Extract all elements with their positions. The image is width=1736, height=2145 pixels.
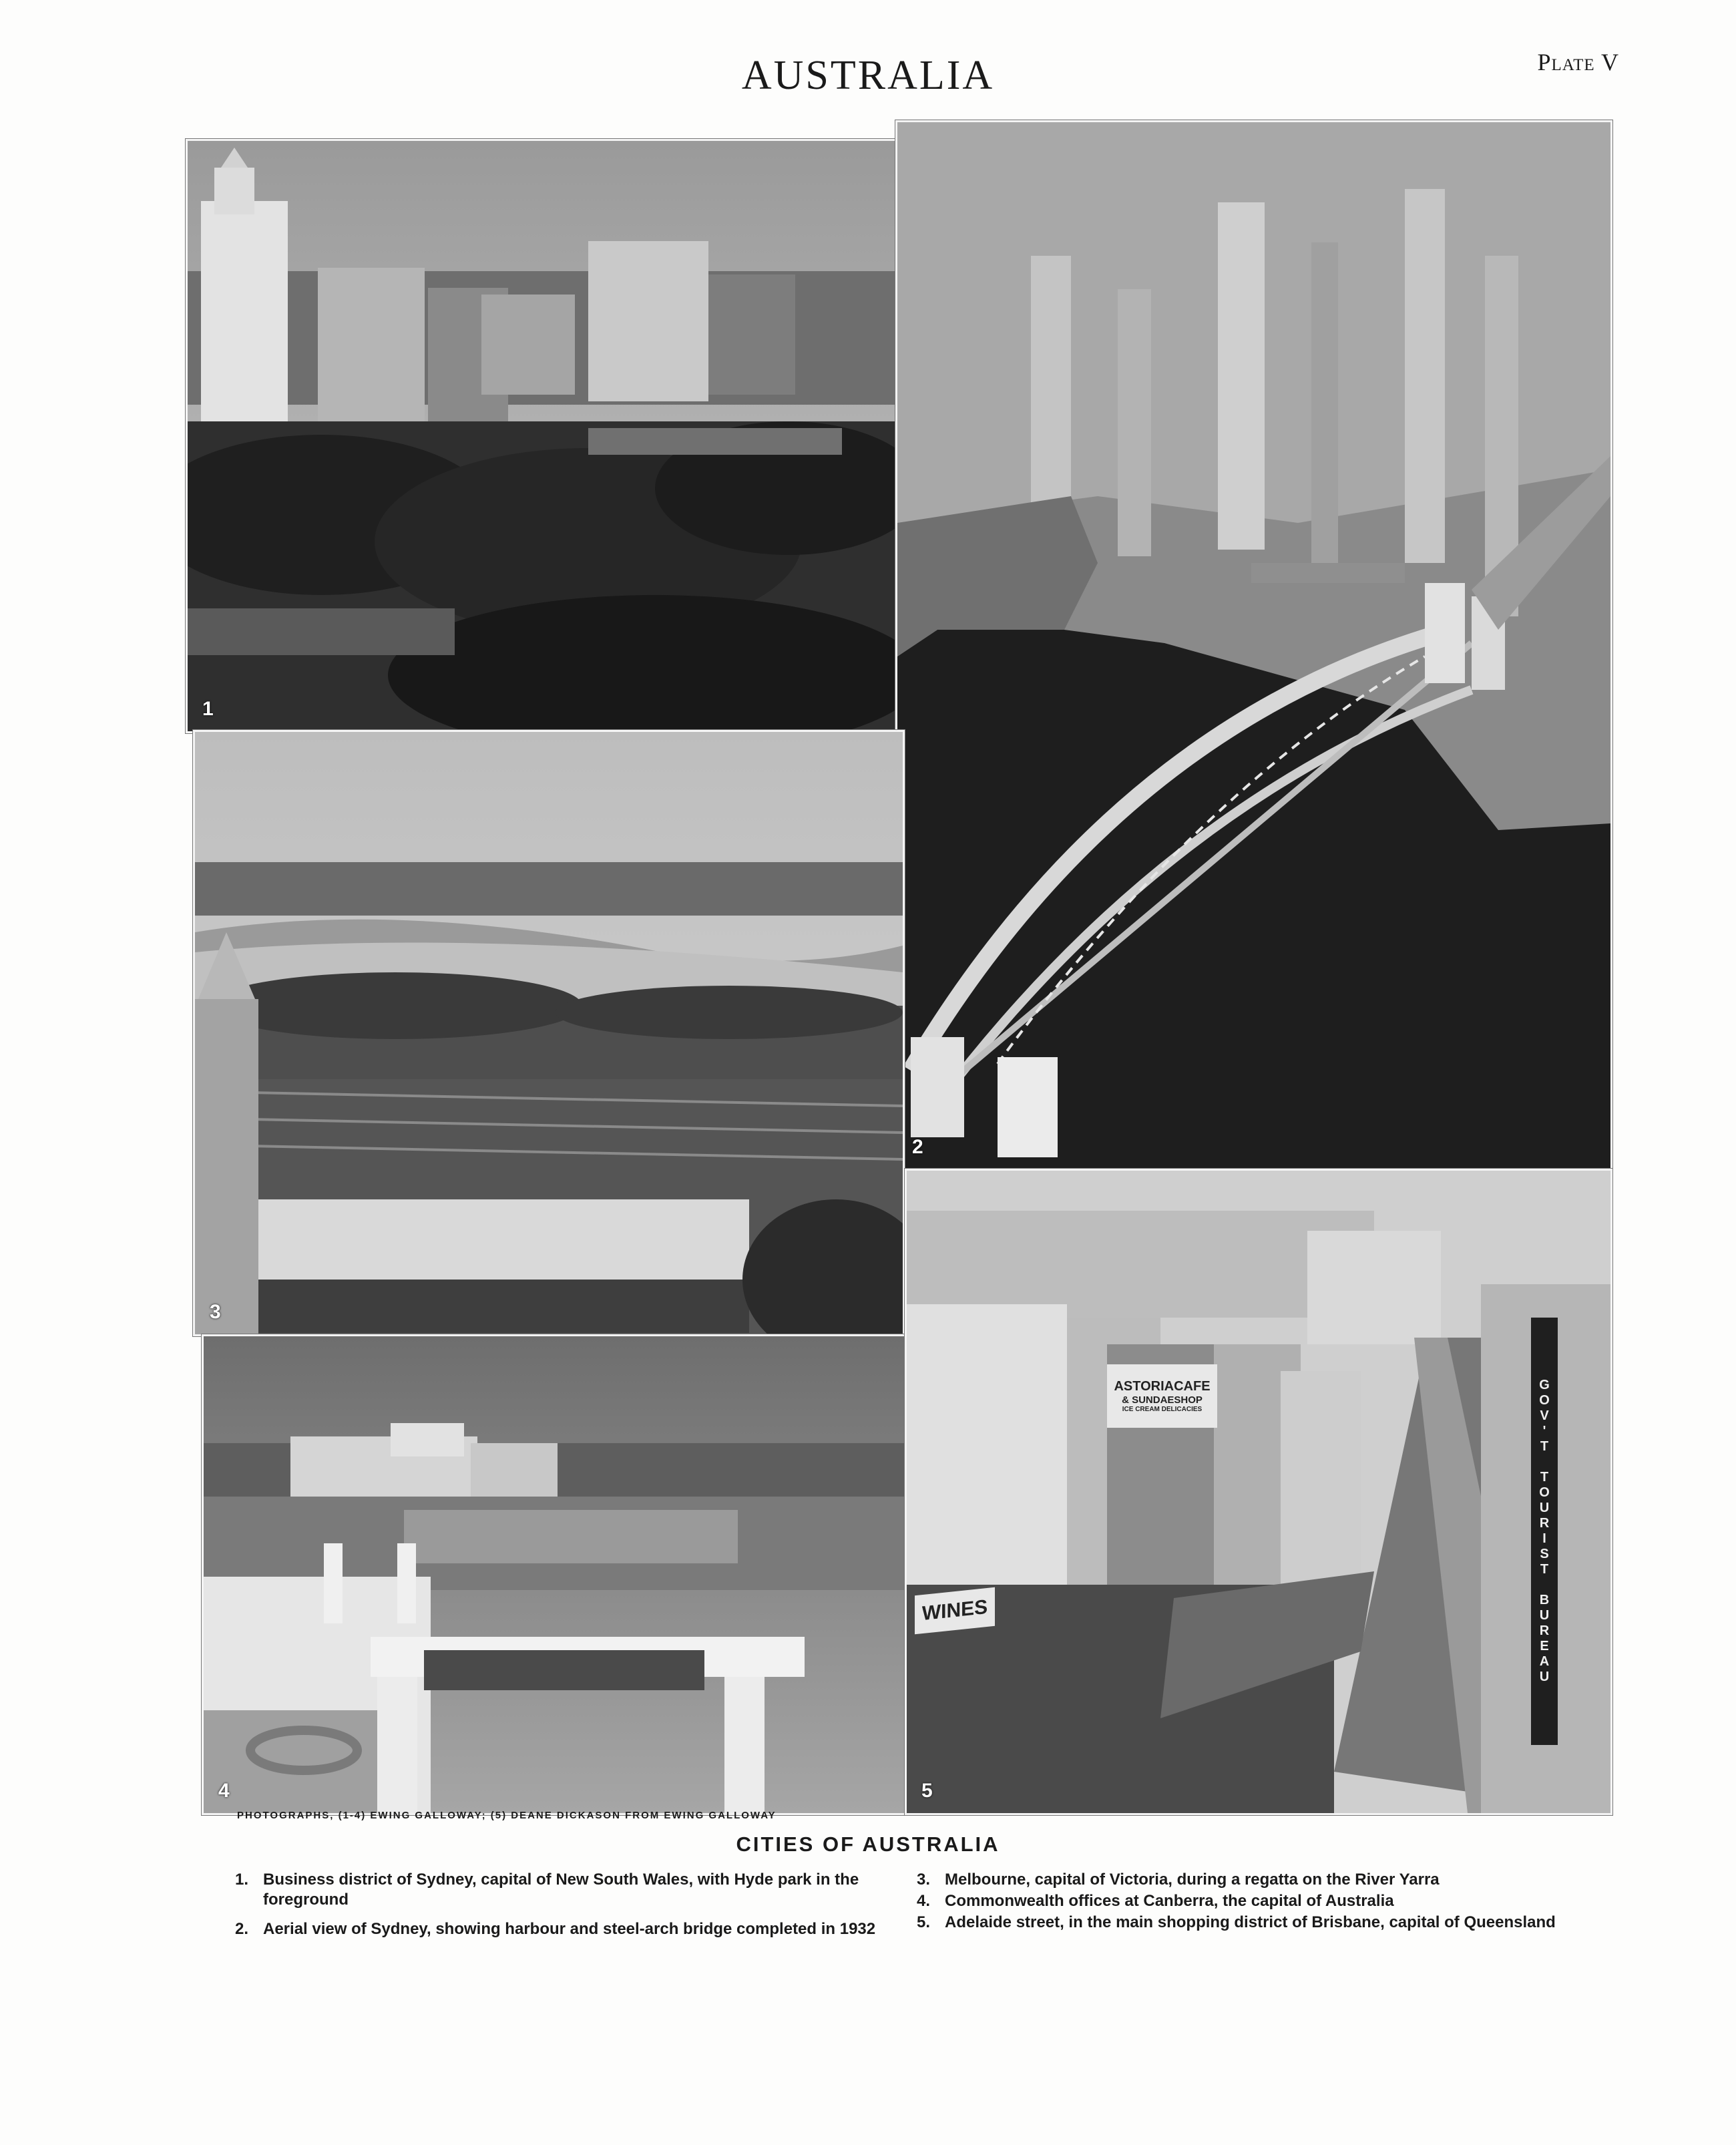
caption-2 (235, 1919, 896, 1939)
photo-3-number: 3 (210, 1301, 221, 1323)
caption-number: 5. (917, 1913, 931, 1931)
photo-5-image (907, 1171, 1610, 1813)
caption-5 (917, 1913, 1598, 1933)
caption-number: 2. (235, 1920, 249, 1938)
sign-tourist-bureau: GOV'T TOURIST BUREAU (1537, 1378, 1552, 1685)
photo-2-sydney-harbour-bridge (895, 120, 1612, 1171)
photo-5-number: 5 (921, 1780, 933, 1802)
caption-text: Commonwealth offices at Canberra, the capital of Australia (945, 1892, 1394, 1910)
photo-2-image (897, 122, 1610, 1169)
photo-3-melbourne-regatta (193, 730, 905, 1336)
caption-1 (235, 1870, 896, 1910)
sign-astoria-line-2: & SUNDAESHOP (1122, 1394, 1203, 1406)
page-title: AUSTRALIA (741, 53, 995, 98)
caption-3 (917, 1870, 1598, 1890)
sign-astoria-cafe (1107, 1364, 1217, 1428)
caption-text: Aerial view of Sydney, showing harbour and steel-arch bridge completed in 1932 (263, 1920, 876, 1938)
photo-4-image (204, 1336, 911, 1813)
caption-number: 1. (235, 1871, 249, 1889)
photo-4-canberra-offices (202, 1334, 913, 1815)
sign-astoria-line-1: ASTORIACAFE (1114, 1379, 1211, 1394)
caption-text: Adelaide street, in the main shopping district of Brisbane, capital of Queensland (945, 1913, 1556, 1931)
photo-5-adelaide-street-brisbane (905, 1169, 1612, 1815)
photo-1-number: 1 (202, 698, 214, 720)
photo-1-sydney-business-district (186, 139, 897, 733)
captions-right (917, 1870, 1598, 1942)
plate-word: Plate (1537, 49, 1595, 75)
captions-left (235, 1870, 896, 1949)
photo-4-number: 4 (218, 1780, 230, 1802)
section-title: CITIES OF AUSTRALIA (736, 1832, 1000, 1856)
caption-text: Business district of Sydney, capital of New South Wales, with Hyde park in the foreground (263, 1871, 859, 1909)
caption-4 (917, 1891, 1598, 1911)
plate-label (1506, 48, 1619, 76)
photo-2-number: 2 (912, 1136, 923, 1158)
caption-number: 3. (917, 1871, 931, 1889)
photo-3-image (195, 732, 903, 1334)
caption-text: Melbourne, capital of Victoria, during a regatta on the River Yarra (945, 1871, 1440, 1889)
plate-numeral: V (1601, 49, 1619, 75)
photo-1-image (188, 141, 895, 731)
sign-astoria-line-3: ICE CREAM DELICACIES (1122, 1406, 1203, 1413)
photo-credit: PHOTOGRAPHS, (1-4) EWING GALLOWAY; (5) DEANE DICKASON FROM EWING GALLOWAY (237, 1810, 777, 1821)
caption-number: 4. (917, 1892, 931, 1910)
sign-wines: WINES (915, 1587, 995, 1635)
